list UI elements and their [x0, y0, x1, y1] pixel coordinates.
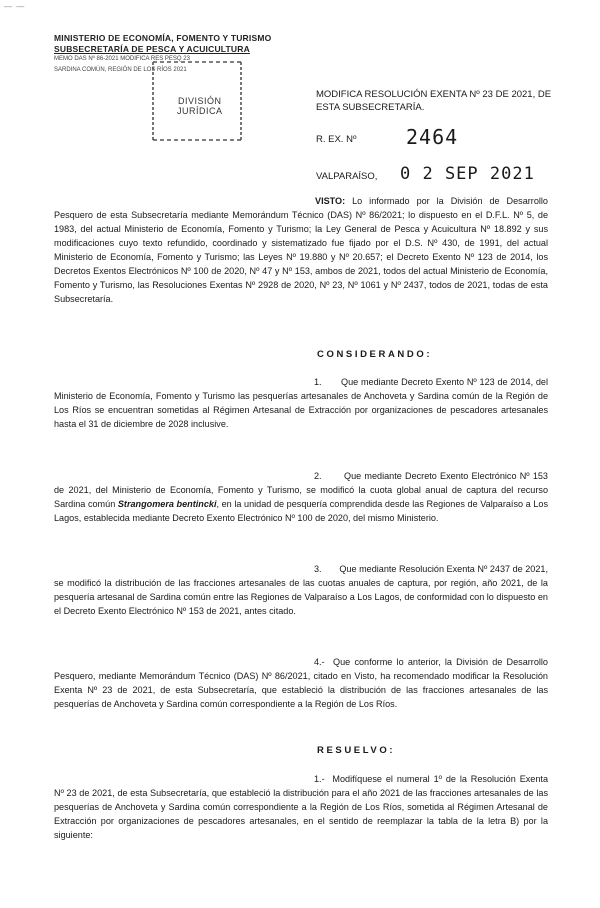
undersecretariat-name: SUBSECRETARÍA DE PESCA Y ACUICULTURA [54, 43, 250, 54]
corner-mark: — — [4, 2, 26, 11]
item-text: Modifíquese el numeral 1º de la Resolución Exenta Nº 23 de 2021, de esta Subsecretaría, que estableció la distribución para el año 2021 de las fracciones artesanales de las pesquerías de Anchoveta y Sardina común correspondiente a la Región de Los Ríos, sometida al Régimen Artesanal de Extracción por organizaciones de pescadores artesanales, en el sentido de reemplazar la tabla de la letra B) por la siguiente: [54, 774, 549, 840]
item-text: Que mediante Resolución Exenta Nº 2437 de 2021, se modificó la distribución de las fracciones artesanales de las cuotas anuales de captura, por región, año 2021, de la pesquería artesanal de Sardina común entre las Regiones de Valparaíso a Los Lagos, de conformidad con lo dispuesto en el Decreto Exento Electrónico Nº 153 de 2021, antes citado. [54, 564, 549, 616]
memo-reference: MEMO DAS Nº 86-2021 MODIFICA RES PESQ 23 [54, 56, 190, 62]
rex-label: R. EX. Nº [316, 134, 357, 145]
considerando-item-3 [54, 562, 548, 618]
item-number: 1.- [314, 774, 325, 784]
resuelvo-heading: RESUELVO: [317, 745, 396, 756]
stamp-line-1: DIVISIÓN [178, 96, 222, 106]
species-name: Strangomera bentincki [117, 499, 217, 509]
fishery-reference: SARDINA COMÚN, REGIÓN DE LOS RÍOS 2021 [54, 66, 187, 73]
item-text: Que mediante Decreto Exento Electrónico Nº 153 de 2021, del Ministerio de Economía, Fomento y Turismo, se modificó la cuota global anual de captura del recurso Sardina común [54, 471, 548, 509]
item-text-cont: , en la unidad de pesquería comprendida desde las Regiones de Valparaíso a Los Lagos, establecida mediante Decreto Exento Electrónico Nº 100 de 2020, del mismo Ministerio. [54, 499, 548, 523]
considerando-heading: CONSIDERANDO: [317, 349, 433, 360]
visto-text: Lo informado por la División de Desarrollo Pesquero de esta Subsecretaría mediante Memorándum Técnico (DAS) Nº 86/2021; lo dispuesto en el D.F.L. Nº 5, de 1983, del actual Ministerio de Economía, Fomento y Turismo; la Ley General de Pesca y Acuicultura Nº 18.892 y sus modificaciones cuyo texto refundido, coordinado y sistematizado fue fijado por el D.S. Nº 430, de 1991, del actual Ministerio de Economía, Fomento y Turismo; las Leyes Nº 19.880 y Nº 20.657; el Decreto Exento Nº 123 de 2014, los Decretos Exentos Electrónicos Nº 100 de 2020, Nº 47 y Nº 153, ambos de 2021, todos del actual Ministerio de Economía, Fomento y Turismo, las Resoluciones Exentas Nº 2928 de 2020, Nº 23, Nº 1061 y Nº 2437, todos de 2021, todas de esta Subsecretaría. [54, 196, 548, 304]
place-label: VALPARAÍSO, [316, 171, 378, 182]
visto-paragraph [54, 194, 548, 306]
visto-label: VISTO: [315, 196, 346, 206]
stamp-line-2: JURÍDICA [177, 106, 223, 116]
considerando-item-1 [54, 375, 548, 431]
item-text: Que mediante Decreto Exento Nº 123 de 2014, del Ministerio de Economía, Fomento y Turismo las pesquerías artesanales de Anchoveta y Sardina común de la Región de Los Ríos se encuentran sometidas al Régimen Artesanal de Extracción por organizaciones de pescadores artesanales hasta el 31 de diciembre de 2028 inclusive. [54, 377, 549, 429]
item-number: 4.- [314, 657, 325, 667]
stamp-label [177, 96, 223, 116]
item-text: Que conforme lo anterior, la División de Desarrollo Pesquero, mediante Memorándum Técnico (DAS) Nº 86/2021, citado en Visto, ha recomendado modificar la Resolución Exenta Nº 23 de 2021, de esta Subsecretaría, que estableció la distribución de las fracciones artesanales de las pesquerías de Anchoveta y Sardina común correspondiente a la Región de Los Ríos. [54, 657, 548, 709]
item-number: 1. [314, 377, 322, 387]
ministry-name: MINISTERIO DE ECONOMÍA, FOMENTO Y TURISMO [54, 33, 272, 43]
rex-number: 2464 [406, 125, 459, 149]
resolution-subject: MODIFICA RESOLUCIÓN EXENTA Nº 23 DE 2021, DE ESTA SUBSECRETARÍA. [316, 89, 552, 113]
resuelvo-item-1 [54, 772, 548, 842]
item-number: 2. [314, 471, 322, 481]
item-number: 3. [314, 564, 322, 574]
considerando-item-4 [54, 655, 548, 711]
considerando-item-2 [54, 469, 548, 525]
resolution-date: 0 2 SEP 2021 [400, 164, 535, 184]
